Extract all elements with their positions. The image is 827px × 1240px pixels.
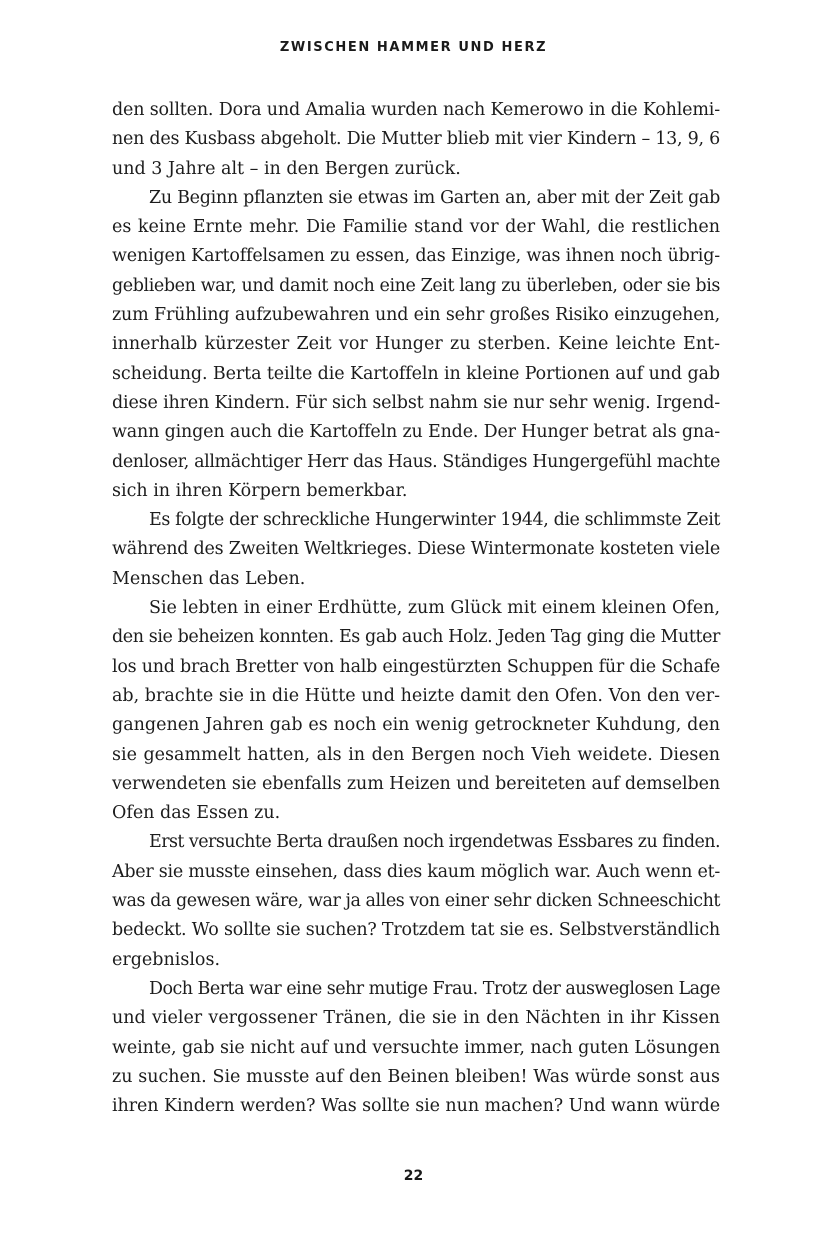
- text-line: Aber sie musste einsehen, dass dies kaum möglich war. Auch wenn et-: [112, 861, 720, 882]
- text-line: ergebnislos.: [112, 949, 221, 970]
- text-line: diese ihren Kindern. Für sich selbst nahm sie nur sehr wenig. Irgend-: [112, 392, 721, 413]
- text-line: was da gewesen wäre, war ja alles von einer sehr dicken Schneeschicht: [112, 891, 721, 912]
- text-line: gangenen Jahren gab es noch ein wenig getrockneter Kuhdung, den: [112, 715, 720, 736]
- body-text: [112, 96, 720, 1121]
- text-line: geblieben war, und damit noch eine Zeit lang zu überleben, oder sie bis: [112, 275, 720, 296]
- text-line: innerhalb kürzester Zeit vor Hunger zu sterben. Keine leichte Ent-: [112, 334, 720, 355]
- text-line: bedeckt. Wo sollte sie suchen? Trotzdem tat sie es. Selbstverständlich: [112, 920, 720, 941]
- text-line: ihren Kindern werden? Was sollte sie nun machen? Und wann würde: [112, 1096, 720, 1117]
- text-line: sich in ihren Körpern bemerkbar.: [112, 480, 408, 501]
- text-line: es keine Ernte mehr. Die Familie stand vor der Wahl, die restlichen: [112, 217, 720, 238]
- text-line: Es folgte der schreckliche Hungerwinter 1944, die schlimmste Zeit: [149, 510, 721, 531]
- running-title: ZWISCHEN HAMMER UND HERZ: [279, 40, 548, 55]
- text-line: Zu Beginn pflanzten sie etwas im Garten an, aber mit der Zeit gab: [149, 187, 721, 208]
- text-line: zum Frühling aufzubewahren und ein sehr großes Risiko einzugehen,: [112, 305, 720, 326]
- text-line: den sollten. Dora und Amalia wurden nach Kemerowo in die Kohlemi-: [112, 100, 720, 120]
- text-line: wann gingen auch die Kartoffeln zu Ende. Der Hunger betrat als gna-: [112, 422, 720, 443]
- text-line: zu suchen. Sie musste auf den Beinen bleiben! Was würde sonst aus: [112, 1066, 720, 1087]
- text-line: wenigen Kartoffelsamen zu essen, das Einzige, was ihnen noch übrig-: [112, 246, 720, 267]
- text-line: Sie lebten in einer Erdhütte, zum Glück mit einem kleinen Ofen,: [149, 598, 720, 619]
- text-line: verwendeten sie ebenfalls zum Heizen und bereiteten auf demselben: [112, 773, 721, 794]
- text-line: und 3 Jahre alt – in den Bergen zurück.: [112, 158, 461, 179]
- text-line: weinte, gab sie nicht auf und versuchte immer, nach guten Lösungen: [112, 1037, 721, 1058]
- text-line: und vieler vergossener Tränen, die sie in den Nächten in ihr Kissen: [112, 1008, 720, 1029]
- text-line: Doch Berta war eine sehr mutige Frau. Trotz der ausweglosen Lage: [149, 978, 721, 999]
- text-line: Erst versuchte Berta draußen noch irgendetwas Essbares zu finden.: [149, 832, 720, 853]
- text-line: scheidung. Berta teilte die Kartoffeln in kleine Portionen auf und gab: [112, 363, 720, 384]
- page-number: 22: [403, 1168, 424, 1184]
- text-line: ab, brachte sie in die Hütte und heizte damit den Ofen. Von den ver-: [112, 685, 720, 706]
- text-line: denloser, allmächtiger Herr das Haus. Ständiges Hungergefühl machte: [112, 451, 720, 472]
- text-line: den sie beheizen konnten. Es gab auch Holz. Jeden Tag ging die Mutter: [112, 627, 721, 648]
- text-line: los und brach Bretter von halb eingestürzten Schuppen für die Schafe: [112, 656, 721, 677]
- text-line: nen des Kusbass abgeholt. Die Mutter blieb mit vier Kindern – 13, 9, 6: [112, 129, 720, 150]
- text-line: Menschen das Leben.: [112, 568, 306, 589]
- text-line: Ofen das Essen zu.: [112, 803, 281, 824]
- text-line: sie gesammelt hatten, als in den Bergen noch Vieh weidete. Diesen: [112, 744, 720, 765]
- text-line: während des Zweiten Weltkrieges. Diese Wintermonate kosteten viele: [112, 539, 720, 560]
